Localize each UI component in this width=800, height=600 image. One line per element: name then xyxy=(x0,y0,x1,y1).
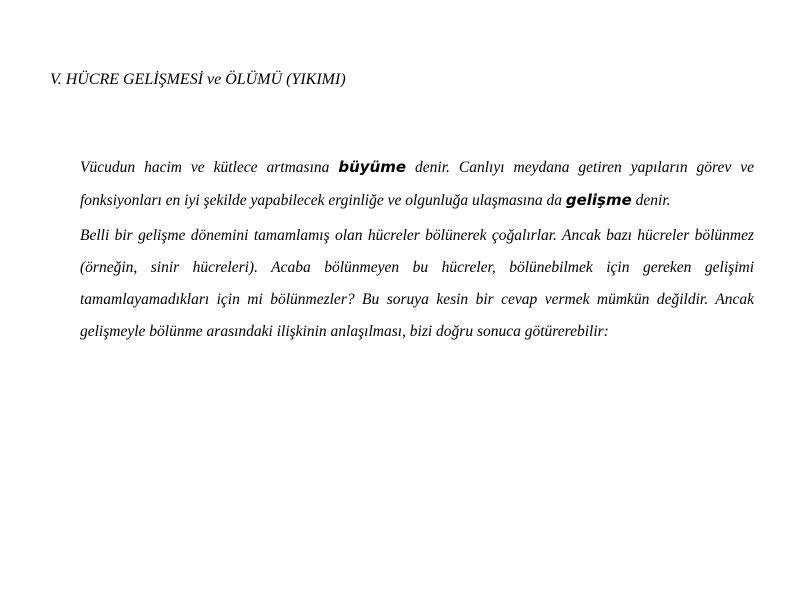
body-text xyxy=(80,151,754,348)
section-heading: V. HÜCRE GELİŞMESİ ve ÖLÜMÜ (YIKIMI) xyxy=(50,71,346,88)
paragraph-1-text-a: Vücudun hacim ve kütlece artmasına xyxy=(80,159,339,176)
term-growth: büyüme xyxy=(338,158,407,176)
term-development: gelişme xyxy=(565,191,632,209)
paragraph-cell-division: Belli bir gelişme dönemini tamamlamış olan hücreler bölünerek çoğalırlar. Ancak bazı hücreler bölünmez (örneğin, sinir hücreleri). Acaba bölünmeyen bu hücreler, bölünebilmek için gereken gelişimi tamamlayamadıkları için mi bölünmezler? Bu soruya kesin bir cevap vermek mümkün değildir. Ancak gelişmeyle bölünme arasındaki ilişkinin anlaşılması, bizi doğru sonuca götürerebilir: xyxy=(80,227,754,340)
paragraph-1-text-b: denir. Canlıyı meydana getiren yapıların görev ve fonksiyonları en iyi şekilde yapabilecek erginliğe ve olgunluğa ulaşmasına da xyxy=(80,159,754,209)
paragraph-1-text-c: denir. xyxy=(631,192,671,209)
paragraph-growth-definition xyxy=(80,151,754,217)
